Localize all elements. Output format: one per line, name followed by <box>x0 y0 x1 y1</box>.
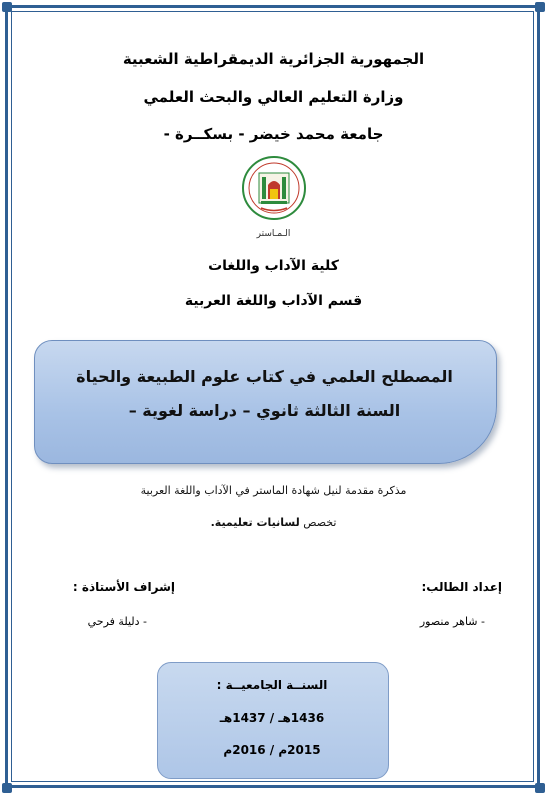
supervisor-name: - دليلة فرحي <box>87 615 147 628</box>
academic-year-gregorian: 2015م / 2016م <box>223 743 321 757</box>
ministry-name: وزارة التعليم العالي والبحث العلمي <box>143 88 404 106</box>
thesis-title-line2: السنة الثالثة ثانوي – دراسة لغوية – <box>128 401 401 420</box>
student-label: إعداد الطالب: <box>421 580 502 594</box>
republic-name: الجمهورية الجزائرية الديمقراطية الشعبية <box>122 50 425 68</box>
logo-caption: الـمـاستر <box>256 229 291 239</box>
department-name: قسم الآداب واللغة العربية <box>184 293 363 309</box>
corner-ornament <box>535 2 545 12</box>
university-name: جامعة محمد خيضر - بسكــرة - <box>163 125 384 143</box>
specialization <box>0 516 547 529</box>
university-seal-icon <box>241 155 307 221</box>
corner-ornament <box>2 783 12 793</box>
corner-ornament <box>2 2 12 12</box>
student-name: - شاهر منصور <box>419 615 485 628</box>
faculty-name: كلية الآداب واللغات <box>208 258 339 274</box>
specialization-value: لسانيات تعليمية. <box>210 516 300 529</box>
memo-description: مذكرة مقدمة لنيل شهادة الماستر في الآداب واللغة العربية <box>140 484 407 497</box>
academic-year-label: السنــة الجامعيــة : <box>216 678 328 692</box>
corner-ornament <box>535 783 545 793</box>
supervisor-label: إشراف الأستاذة : <box>72 580 175 594</box>
academic-year-hijri: 1436هـ / 1437هـ <box>219 711 325 725</box>
thesis-title-line1: المصطلح العلمي في كتاب علوم الطبيعة والحياة <box>76 367 453 386</box>
specialization-prefix: تخصص <box>299 516 337 529</box>
